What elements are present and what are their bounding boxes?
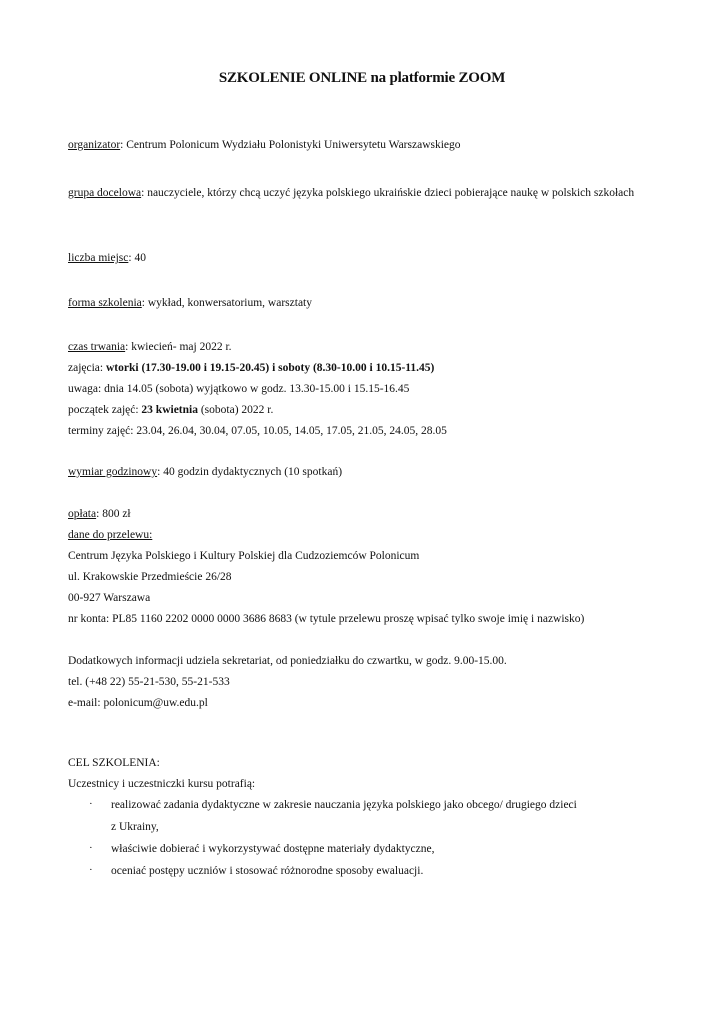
document-title: SZKOLENIE ONLINE na platformie ZOOM xyxy=(218,70,506,86)
contact-phone: tel. (+48 22) 55-21-530, 55-21-533 xyxy=(68,676,230,688)
transfer-recipient: Centrum Języka Polskiego i Kultury Polskiej dla Cudzoziemców Polonicum xyxy=(68,550,420,562)
bullet-icon: · xyxy=(89,842,93,854)
hours-line: wymiar godzinowy: 40 godzin dydaktycznych (10 spotkań) xyxy=(68,466,343,478)
classes-line xyxy=(68,361,434,375)
goal-item-3: oceniać postępy uczniów i stosować różnorodne sposoby ewaluacji. xyxy=(111,865,424,877)
form-value: wykład, konwersatorium, warsztaty xyxy=(144,297,312,309)
goal-item-1-continued: z Ukrainy, xyxy=(111,821,159,833)
fee-value: 800 zł xyxy=(99,508,131,520)
transfer-street: ul. Krakowskie Przedmieście 26/28 xyxy=(68,571,232,583)
hours-label: wymiar godzinowy xyxy=(68,466,158,478)
target-group-line: grupa docelowa: nauczyciele, którzy chcą uczyć języka polskiego ukraińskie dzieci pobierające naukę w polskich szkołach xyxy=(68,187,635,199)
seats-label: liczba miejsc xyxy=(68,252,129,264)
start-date: 23 kwietnia xyxy=(141,404,198,416)
fee-label: opłata xyxy=(68,508,97,520)
hours-value: 40 godzin dydaktycznych (10 spotkań) xyxy=(160,466,343,478)
note-line: uwaga: dnia 14.05 (sobota) wyjątkowo w godz. 13.30-15.00 i 15.15-16.45 xyxy=(68,383,410,395)
bullet-icon: · xyxy=(89,798,93,810)
bank-account-line: nr konta: PL85 1160 2202 0000 0000 3686 8683 (w tytule przelewu proszę wpisać tylko swoje imię i nazwisko) xyxy=(68,613,585,625)
goal-intro: Uczestnicy i uczestniczki kursu potrafią: xyxy=(68,778,256,790)
classes-label: zajęcia: xyxy=(68,362,106,374)
goal-heading: CEL SZKOLENIA: xyxy=(68,757,160,769)
duration-value: kwiecień- maj 2022 r. xyxy=(128,341,232,353)
fee-line: opłata: 800 zł xyxy=(68,508,131,520)
bullet-icon: · xyxy=(89,864,93,876)
goal-item-2: właściwie dobierać i wykorzystywać dostępne materiały dydaktyczne, xyxy=(111,843,435,855)
organizer-line: organizator: Centrum Polonicum Wydziału Polonistyki Uniwersytetu Warszawskiego xyxy=(68,139,461,151)
seats-line: liczba miejsc: 40 xyxy=(68,252,146,264)
contact-email: e-mail: polonicum@uw.edu.pl xyxy=(68,697,208,709)
start-suffix: (sobota) 2022 r. xyxy=(197,404,274,416)
target-group-value: nauczyciele, którzy chcą uczyć języka polskiego ukraińskie dzieci pobierające naukę w polskich szkołach xyxy=(144,187,635,199)
seats-value: 40 xyxy=(131,252,146,264)
classes-value: wtorki (17.30-19.00 i 19.15-20.45) i soboty (8.30-10.00 i 10.15-11.45) xyxy=(105,362,435,374)
start-prefix: początek zajęć: xyxy=(68,404,142,416)
duration-line: czas trwania: kwiecień- maj 2022 r. xyxy=(68,341,232,353)
duration-label: czas trwania xyxy=(68,341,126,353)
transfer-label: dane do przelewu: xyxy=(68,529,153,541)
start-line xyxy=(68,403,273,417)
goal-item-1: realizować zadania dydaktyczne w zakresie nauczania języka polskiego jako obcego/ drugiego dzieci xyxy=(111,799,577,811)
organizer-value: Centrum Polonicum Wydziału Polonistyki Uniwersytetu Warszawskiego xyxy=(123,139,461,151)
target-group-label: grupa docelowa xyxy=(68,187,142,199)
form-line: forma szkolenia: wykład, konwersatorium, warsztaty xyxy=(68,297,312,309)
dates-line: terminy zajęć: 23.04, 26.04, 30.04, 07.05, 10.05, 14.05, 17.05, 21.05, 24.05, 28.05 xyxy=(68,425,447,437)
form-label: forma szkolenia xyxy=(68,297,142,309)
contact-info: Dodatkowych informacji udziela sekretariat, od poniedziałku do czwartku, w godz. 9.00-15.00. xyxy=(68,655,507,667)
organizer-label: organizator xyxy=(68,139,121,151)
transfer-city: 00-927 Warszawa xyxy=(68,592,151,604)
